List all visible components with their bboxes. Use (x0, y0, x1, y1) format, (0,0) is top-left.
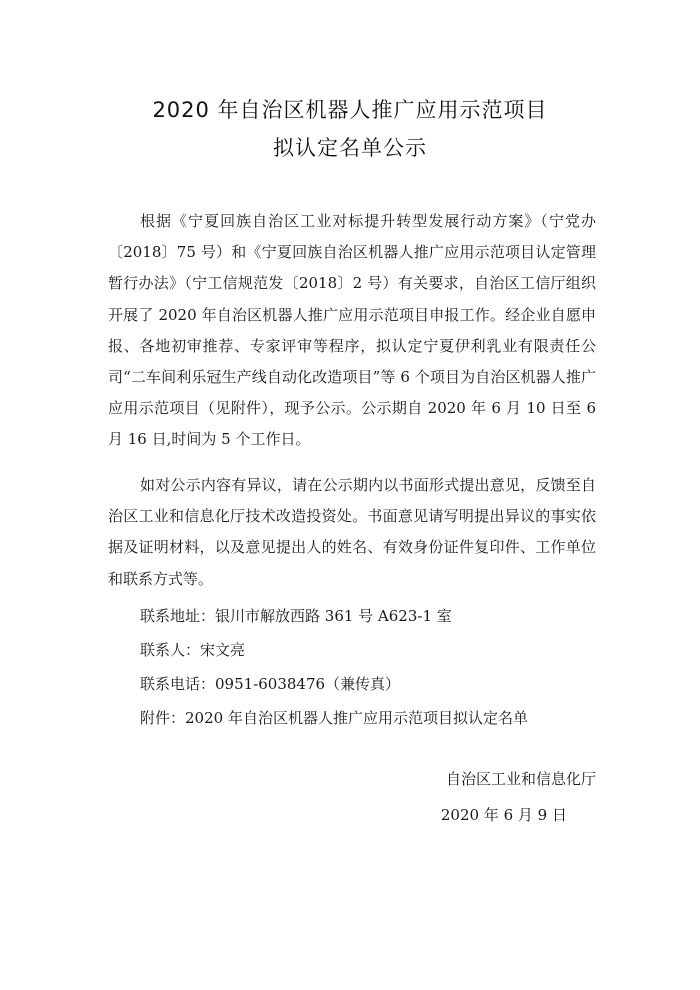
paragraph-announcement: 根据《宁夏回族自治区工业对标提升转型发展行动方案》（宁党办〔2018〕75 号）和《宁夏回族自治区机器人推广应用示范项目认定管理暂行办法》（宁工信规范发〔2018〕2 号）有关要求，自治区工信厅组织开展了 2020 年自治区机器人推广应用示范项目申报工作。经企业自愿申报、各地初审推荐、专家评审等程序，拟认定宁夏伊利乳业有限责任公司“二车间利乐冠生产线自动化改造项目”等 6 个项目为自治区机器人推广应用示范项目（见附件），现予公示。公示期自 2020 年 6 月 10 日至 6 月 16 日,时间为 5 个工作日。 (108, 212, 596, 449)
issue-date: 2020 年 6 月 9 日 (440, 806, 567, 824)
document-title-line-1: 2020 年自治区机器人推广应用示范项目 (152, 98, 548, 122)
issuing-organization: 自治区工业和信息化厅 (445, 770, 596, 788)
contact-address: 联系地址：银川市解放西路 361 号 A623-1 室 (140, 607, 452, 625)
contact-phone: 联系电话：0951-6038476（兼传真） (140, 675, 401, 693)
attachment-note: 附件：2020 年自治区机器人推广应用示范项目拟认定名单 (140, 709, 528, 727)
paragraph-objection-instructions: 如对公示内容有异议，请在公示期内以书面形式提出意见，反馈至自治区工业和信息化厅技术改造投资处。书面意见请写明提出异议的事实依据及证明材料，以及意见提出人的姓名、有效身份证件复印件、工作单位和联系方式等。 (108, 476, 596, 588)
document-title-line-2: 拟认定名单公示 (273, 136, 427, 160)
contact-person: 联系人：宋文亮 (140, 641, 246, 659)
